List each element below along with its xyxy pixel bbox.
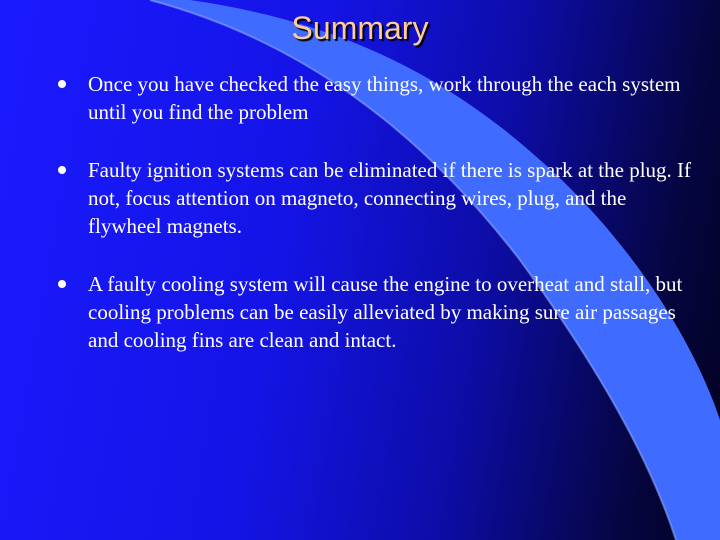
- bullet-text: Once you have checked the easy things, work through the each system until you find the problem: [88, 72, 681, 124]
- bullet-item: [58, 70, 698, 126]
- bullet-dot-icon: [58, 80, 66, 88]
- bullet-item: [58, 270, 698, 354]
- bullet-item: [58, 156, 698, 240]
- bullet-list: [58, 70, 698, 384]
- bullet-text: A faulty cooling system will cause the engine to overheat and stall, but cooling problems can be easily alleviated by making sure air passages and cooling fins are clean and intact.: [88, 272, 683, 352]
- slide-title-text: Summary: [291, 10, 429, 46]
- bullet-text: Faulty ignition systems can be eliminated if there is spark at the plug. If not, focus attention on magneto, connecting wires, plug, and the flywheel magnets.: [88, 158, 692, 238]
- bullet-dot-icon: [58, 280, 66, 288]
- bullet-dot-icon: [58, 166, 66, 174]
- slide-title: [0, 10, 720, 47]
